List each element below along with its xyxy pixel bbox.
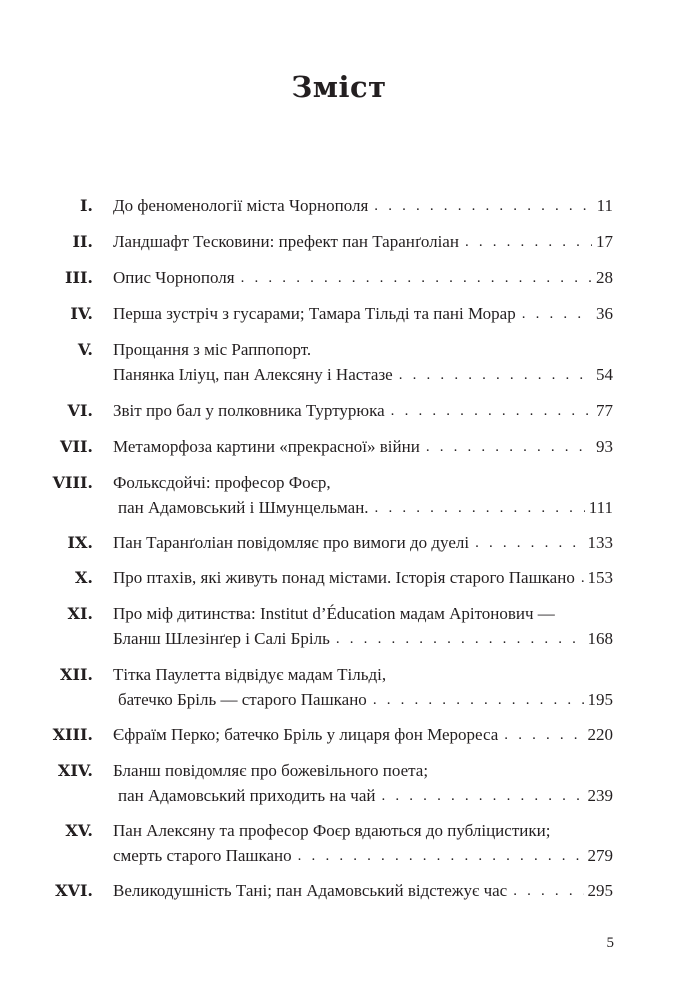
chapter-title: До феноменології міста Чорнополя [113,196,369,215]
toc-line [113,881,613,901]
toc-line [113,533,613,553]
page-ref: 295 [587,881,613,900]
chapter-title: Бланш повідомляє про божевільного поета; [113,761,429,780]
page-ref: 17 [596,232,613,251]
toc-line [113,268,613,288]
chapter-title: Опис Чорнополя [113,268,235,287]
toc-line [113,604,613,624]
dot-leader [391,401,592,421]
chapter-title-cont: Бланш Шлезінґер і Салі Бріль [113,629,330,648]
dot-leader [381,786,583,806]
page-ref: 111 [588,498,613,517]
chapter-number: IV. [70,304,93,323]
chapter-number: VII. [60,437,93,456]
chapter-title: Великодушність Тані; пан Адамовський відстежує час [113,881,508,900]
chapter-title: Ландшафт Тесковини: префект пан Таранґоліан [113,232,459,251]
chapter-number: VI. [67,401,93,420]
toc-line [113,821,613,841]
page-ref: 279 [587,846,613,865]
page-ref: 220 [587,725,613,744]
page-ref: 168 [587,629,613,648]
chapter-number: II. [72,232,93,251]
chapter-number: XII. [60,665,93,684]
dot-leader [375,498,585,518]
page-ref: 93 [596,437,613,456]
toc-line [118,690,613,710]
chapter-title: Про птахів, які живуть понад містами. Історія старого Пашкано [113,568,575,587]
chapter-title: Пан Алексяну та професор Фоєр вдаються до публіцистики; [113,821,551,840]
chapter-title-cont: Панянка Іліуц, пан Алексяну і Настазе [113,365,393,384]
chapter-number: XI. [67,604,93,623]
chapter-number: IX. [67,533,93,552]
dot-leader [399,365,592,385]
page-title: Зміст [291,70,387,104]
chapter-title: Звіт про бал у полковника Туртурюка [113,401,385,420]
toc-line [113,401,613,421]
dot-leader [475,533,583,553]
chapter-title: Пан Таранґоліан повідомляє про вимоги до дуелі [113,533,470,552]
toc-line [118,498,613,518]
chapter-title: Прощання з міс Раппопорт. [113,340,312,359]
dot-leader [374,196,592,216]
toc-line [113,568,613,588]
toc-line [113,437,613,457]
chapter-number: X. [75,568,93,587]
chapter-number: VIII. [52,473,93,492]
dot-leader [241,268,592,288]
chapter-number: I. [79,196,93,215]
chapter-title-cont: пан Адамовський і Шмунцельман. [118,498,369,517]
chapter-number: XIII. [52,725,93,744]
toc-line [113,365,613,385]
chapter-number: III. [64,268,93,287]
chapter-title-cont: батечко Бріль — старого Пашкано [118,690,367,709]
page-ref: 11 [596,196,613,215]
page-ref: 54 [596,365,613,384]
chapter-number: XIV. [57,761,93,780]
toc-line [113,340,613,360]
dot-leader [522,304,592,324]
toc-line [118,786,613,806]
toc-line [113,304,613,324]
chapter-number: XVI. [55,881,93,900]
chapter-number: V. [77,340,93,359]
page-ref: 28 [596,268,613,287]
toc-line [113,846,613,866]
toc-line [113,665,613,685]
dot-leader [373,690,584,710]
page-ref: 36 [596,304,613,323]
chapter-title: Метаморфоза картини «прекрасної» війни [113,437,420,456]
chapter-title-cont: смерть старого Пашкано [113,846,292,865]
toc-line [113,196,613,216]
chapter-title: Тітка Паулетта відвідує мадам Тільді, [113,665,387,684]
dot-leader [465,232,592,252]
toc-line [113,232,613,252]
page-ref: 195 [587,690,613,709]
chapter-number: XV. [65,821,93,840]
chapter-title: Про міф дитинства: Institut d’Éducation мадам Арітонович — [113,604,555,623]
page-number: 5 [606,935,614,951]
toc-line [113,473,613,493]
dot-leader [298,846,584,866]
page-ref: 239 [587,786,613,805]
page-ref: 153 [587,568,613,587]
chapter-title: Перша зустріч з гусарами; Тамара Тільді та пані Морар [113,304,516,323]
toc-line [113,761,613,781]
dot-leader [581,568,584,588]
dot-leader [504,725,583,745]
toc-line [113,629,613,649]
toc-line [113,725,613,745]
dot-leader [336,629,584,649]
chapter-title: Фольксдойчі: професор Фоєр, [113,473,331,492]
dot-leader [426,437,592,457]
page-ref: 77 [596,401,613,420]
page-ref: 133 [587,533,613,552]
dot-leader [513,881,583,901]
chapter-title-cont: пан Адамовський приходить на чай [118,786,376,805]
chapter-title: Єфраїм Перко; батечко Бріль у лицаря фон Мерореса [113,725,499,744]
